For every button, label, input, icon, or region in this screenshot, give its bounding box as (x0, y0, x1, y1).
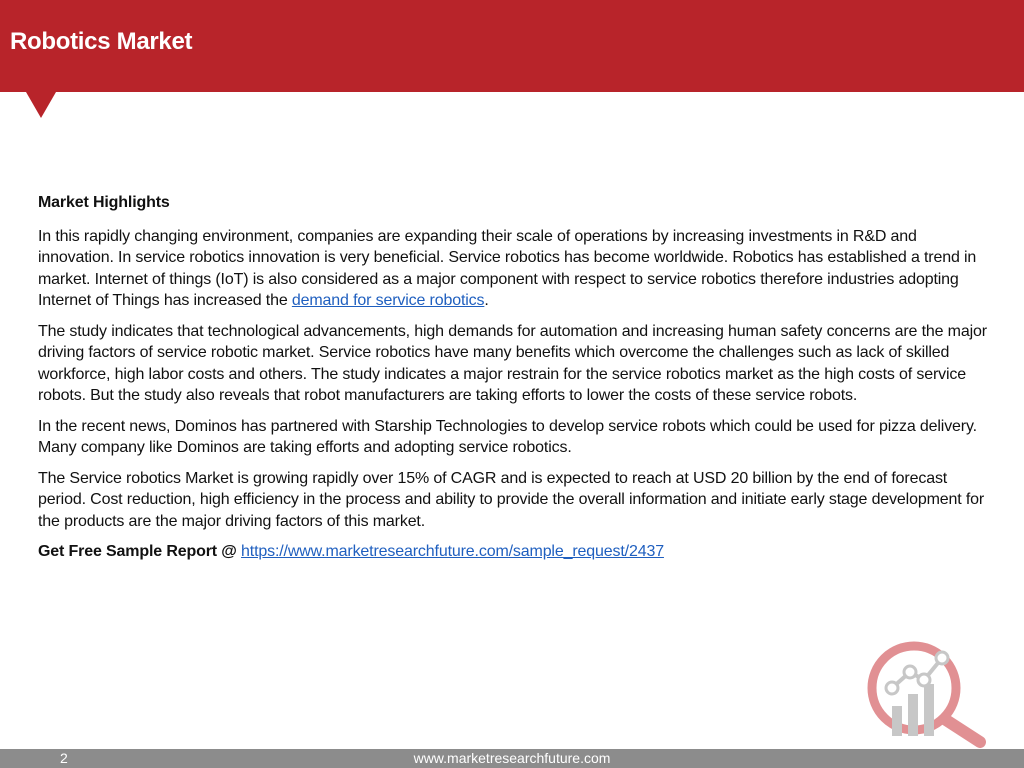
sample-report-link[interactable]: https://www.marketresearchfuture.com/sample_request/2437 (241, 543, 664, 560)
sample-report-label: Get Free Sample Report @ (38, 543, 237, 560)
sample-report-line (38, 541, 993, 563)
page-title: Robotics Market (10, 28, 193, 55)
footer-url[interactable]: www.marketresearchfuture.com (413, 750, 611, 766)
page-number: 2 (60, 750, 68, 766)
section-heading: Market Highlights (38, 194, 170, 211)
title-banner (0, 0, 1024, 92)
demand-for-service-robotics-link[interactable]: demand for service robotics (291, 292, 485, 309)
paragraph-news: In the recent news, Dominos has partnered with Starship Technologies to develop service robots which could be used for pizza delivery. Many company like Dominos are taking efforts and adopting service robotics. (38, 417, 977, 456)
main-content (38, 192, 993, 572)
paragraph-intro-text: In this rapidly changing environment, companies are expanding their scale of operations by increasing investments in R&D and innovation. In service robotics innovation is very beneficial. Service robotics has become worldwide. Robotics has established a trend in market. Internet of things (IoT) is also considered as a major component with respect to service robotics therefore industries adopting Internet of Things has increased the (38, 227, 977, 309)
paragraph-growth: The Service robotics Market is growing rapidly over 15% of CAGR and is expected to reach at USD 20 billion by the end of forecast period. Cost reduction, high efficiency in the process and ability to provide the overall information and initiate early stage development for the products are the major driving factors of this market. (38, 469, 985, 530)
paragraph-drivers: The study indicates that technological advancements, high demands for automation and increasing human safety concerns are the major driving factors of service robotic market. Service robotics have many benefits which overcome the challenges such as lack of skilled workforce, high labor costs and others. The study indicates a major restrain for the service robotics market as the high costs of service robots. But the study also reveals that robot manufacturers are taking efforts to lower the costs of these service robots. (38, 322, 987, 404)
banner-pointer (26, 92, 56, 118)
paragraph-intro-end: . (484, 292, 489, 309)
paragraph-intro (38, 226, 993, 312)
footer-bar (0, 749, 1024, 768)
magnifier-chart-logo-icon (862, 636, 990, 748)
